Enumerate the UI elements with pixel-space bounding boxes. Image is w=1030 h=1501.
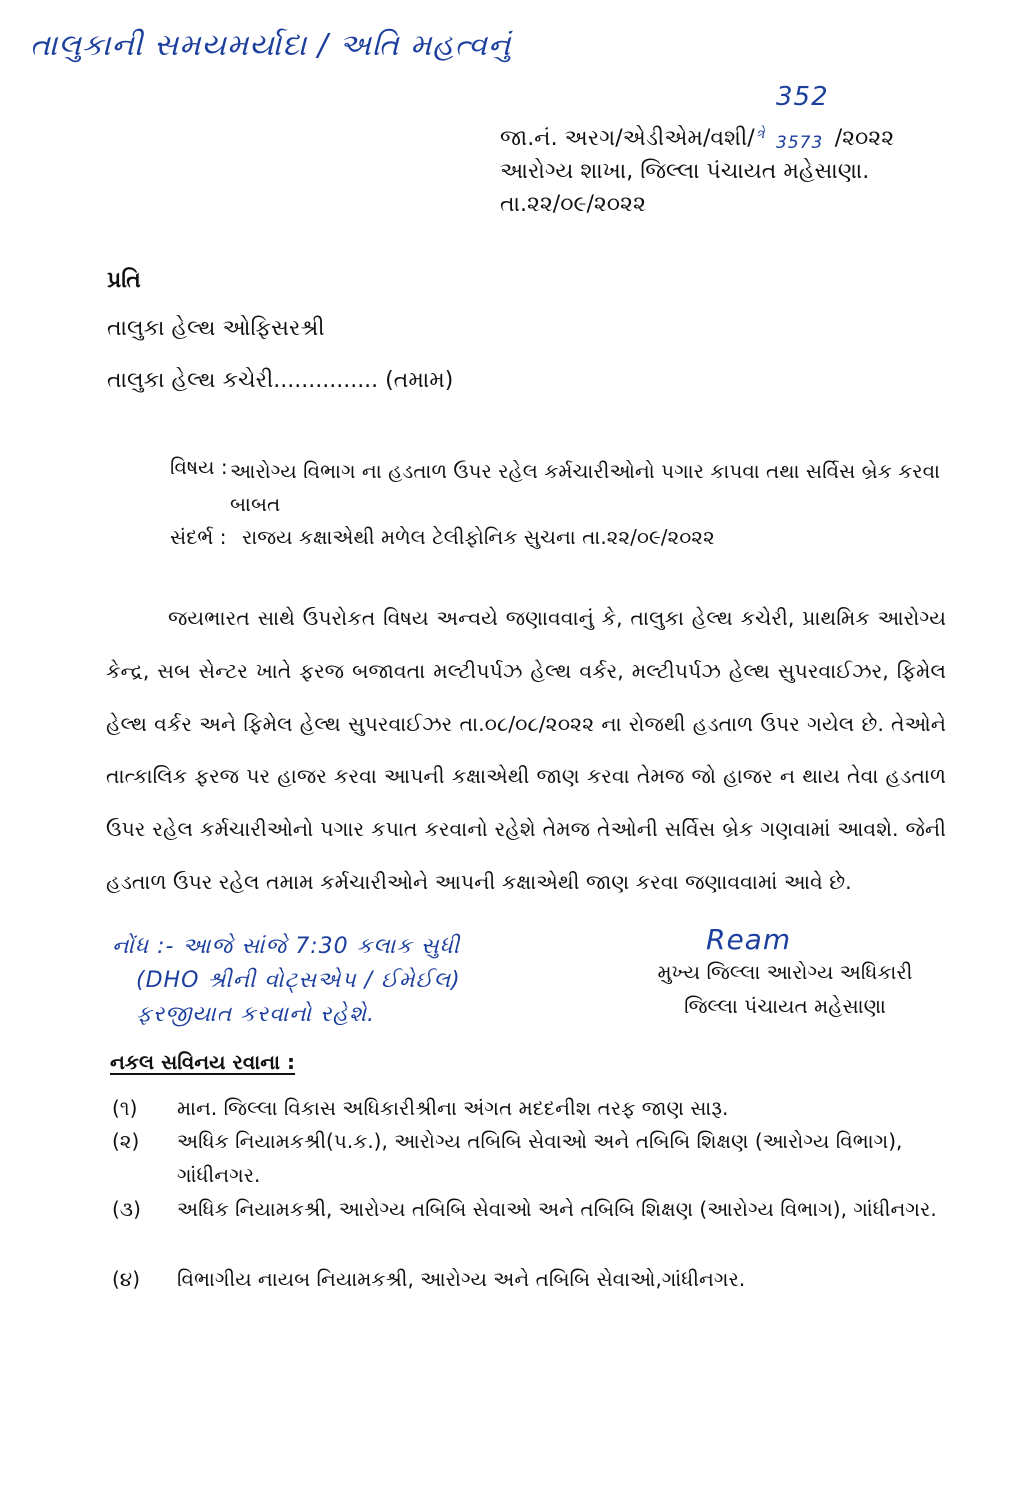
reference-number-suffix: /૨૦૨૨	[834, 126, 895, 151]
signatory-block	[620, 955, 950, 1023]
signatory-title: મુખ્ય જિલ્લા આરોગ્ય અધિકારી	[657, 960, 913, 984]
reference-number	[500, 122, 894, 155]
handwritten-note-line: (DHO શ્રીની વોટ્સએપ / ઈમેઈલ)	[136, 968, 461, 993]
recipient-line: તાલુકા હેલ્થ કચેરી............... (તમામ)	[107, 368, 454, 393]
handwritten-note	[112, 930, 642, 1032]
letter-body: જયભારત સાથે ઉપરોકત વિષય અન્વયે જણાવવાનું કે, તાલુકા હેલ્થ કચેરી, પ્રાથમિક આરોગ્ય કેન્દ્ર, સબ સેન્ટર ખાતે ફરજ બજાવતા મલ્ટીપર્પઝ હેલ્થ વર્કર, મલ્ટીપર્પઝ હેલ્થ સુપરવાઈઝર, ફિમેલ હેલ્થ વર્કર અને ફિમેલ હેલ્થ સુપરવાઈઝર તા.૦૮/૦૮/૨૦૨૨ ના રોજથી હડતાળ ઉપર ગયેલ છે. તેઓને તાત્કાલિક ફરજ પર હાજર કરવા આપની કક્ષાએથી જાણ કરવા તેમજ જો હાજર ન થાય તેવા હડતાળ ઉપર રહેલ કર્મચારીઓનો પગાર કપાત કરવાનો રહેશે તેમજ તેઓની સર્વિસ બ્રેક ગણવામાં આવશે. જેની હડતાળ ઉપર રહેલ તમામ કર્મચારીઓને આપની કક્ષાએથી જાણ કરવા જણાવવામાં આવે છે.	[106, 606, 946, 894]
reference-block	[500, 122, 894, 221]
reference-number-prefix: જા.નં. અરગ/એડીએમ/વશી/	[500, 126, 755, 151]
signatory-office: જિલ્લા પંચાયત મહેસાણા	[684, 994, 886, 1018]
signature: Ream	[706, 923, 792, 956]
copy-item-number: (૧)	[112, 1096, 138, 1120]
to-label: પ્રતિ	[107, 268, 141, 293]
handwritten-note-line: ફરજીયાત કરવાનો રહેશે.	[136, 1002, 376, 1027]
reference-label: સંદર્ભ :	[170, 525, 227, 549]
subject-text: આરોગ્ય વિભાગ ના હડતાળ ઉપર રહેલ કર્મચારીઓનો પગાર કાપવા તથા સર્વિસ બ્રેક કરવા બાબત	[230, 459, 940, 516]
inward-number-top: 352	[776, 82, 829, 112]
copy-item-text: વિભાગીય નાયબ નિયામકશ્રી, આરોગ્ય અને તબિબિ સેવાઓ,ગાંધીનગર.	[177, 1267, 746, 1291]
copy-item-text: અધિક નિયામકશ્રી(પ.ક.), આરોગ્ય તબિબિ સેવાઓ અને તબિબિ શિક્ષણ (આરોગ્ય વિભાગ), ગાંધીનગર.	[177, 1129, 903, 1187]
inward-number-bottom: 3573	[776, 133, 824, 153]
copy-item-number: (૩)	[112, 1197, 141, 1221]
inward-number-prefix: ત્રે	[756, 126, 766, 142]
subject-label: વિષય :	[170, 455, 228, 479]
office-name: આરોગ્ય શાખા, જિલ્લા પંચાયત મહેસાણા.	[500, 159, 870, 184]
copy-item-number: (૪)	[112, 1267, 141, 1291]
recipient-line: તાલુકા હેલ્થ ઓફિસરશ્રી	[107, 316, 325, 341]
reference-text: રાજય કક્ષાએથી મળેલ ટેલીફોનિક સુચના તા.૨૨/૦૯/૨૦૨૨	[242, 525, 715, 549]
copy-heading: નકલ સવિનય રવાના :	[110, 1050, 295, 1074]
handwritten-note-line: નોંધ :- આજે સાંજે 7:30 કલાક સુધી	[112, 934, 461, 959]
copy-item-text: માન. જિલ્લા વિકાસ અધિકારીશ્રીના અંગત મદદનીશ તરફ જાણ સારૂ.	[177, 1096, 729, 1120]
copy-item-number: (૨)	[112, 1129, 140, 1153]
copy-item-text: અધિક નિયામકશ્રી, આરોગ્ય તબિબિ સેવાઓ અને તબિબિ શિક્ષણ (આરોગ્ય વિભાગ), ગાંધીનગર.	[177, 1197, 937, 1221]
handwritten-header-note: તાલુકાની સમયમર્યાદા / અતિ મહત્વનું	[30, 28, 512, 63]
letter-date: તા.૨૨/૦૯/૨૦૨૨	[500, 192, 646, 217]
